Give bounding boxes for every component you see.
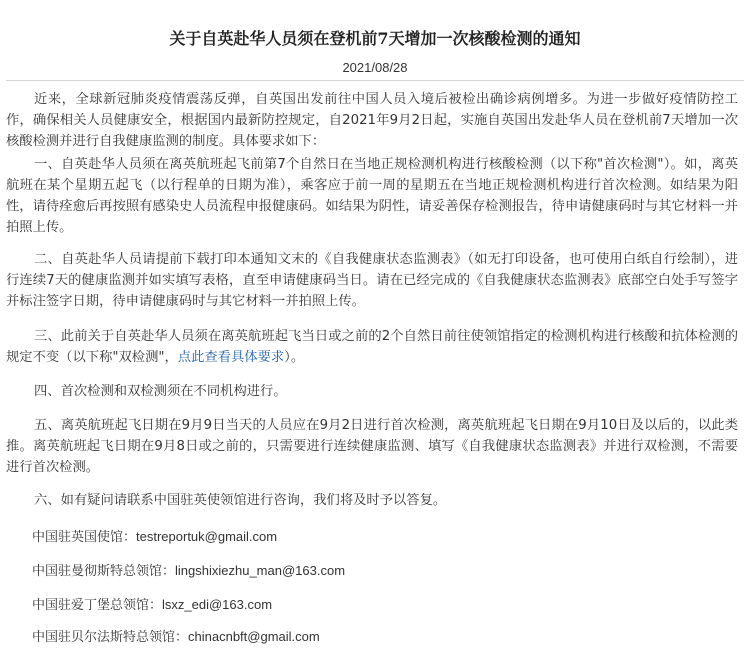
contact-edinburgh: [32, 596, 272, 615]
details-link[interactable]: 点此查看具体要求: [177, 350, 285, 365]
publish-date: 2021/08/28: [342, 60, 408, 75]
contact-name: 中国驻贝尔法斯特总领馆：: [32, 630, 189, 645]
item-1-paragraph: 一、自英赴华人员须在离英航班起飞前第7个自然日在当地正规检测机构进行核酸检测（以下称"首次检测"）。如，离英航班在某个星期五起飞（以行程单的日期为准），乘客应于前一周的星期五在当地正规检测机构进行首次检测。如结果为阳性，请待痊愈后再按照有感染史人员流程申报健康码。如结果为阴性，请妥善保存检测报告，待申请健康码时与其它材料一并拍照上传。: [6, 157, 738, 235]
contact-name: 中国驻英国使馆：: [32, 530, 137, 545]
page-title: 关于自英赴华人员须在登机前7天增加一次核酸检测的通知: [169, 29, 581, 48]
contact-belfast: [32, 628, 320, 647]
item-3-paragraph: [0, 326, 750, 368]
contact-email[interactable]: lsxz_edi@163.com: [162, 597, 273, 612]
contact-name: 中国驻爱丁堡总领馆：: [32, 598, 163, 613]
item-6-paragraph: 六、如有疑问请联系中国驻英使领馆进行咨询，我们将及时予以答复。: [34, 493, 447, 508]
contact-email[interactable]: lingshixiezhu_man@163.com: [175, 563, 346, 578]
item-3-text: 三、此前关于自英赴华人员须在离英航班起飞当日或之前的2个自然日前往使领馆指定的检测机构进行核酸和抗体检测的规定不变（以下称"双检测"，: [6, 329, 738, 365]
contact-name: 中国驻曼彻斯特总领馆：: [32, 564, 176, 579]
contact-embassy: [32, 528, 277, 547]
item-4-paragraph: 四、首次检测和双检测须在不同机构进行。: [34, 384, 287, 399]
contact-manchester: [32, 562, 345, 581]
contact-email[interactable]: testreportuk@gmail.com: [136, 529, 278, 544]
intro-paragraph: 近来，全球新冠肺炎疫情震荡反弹，自英国出发前往中国人员入境后被检出确诊病例增多。为进一步做好疫情防控工作，确保相关人员健康安全，根据国内最新防控规定，自2021年9月2日起，实施自英国出发赴华人员在登机前7天增加一次核酸检测并进行自我健康监测的制度。具体要求如下：: [6, 92, 738, 149]
item-3-end: ）。: [284, 350, 305, 365]
title-divider: [6, 80, 744, 81]
item-2-paragraph: 二、自英赴华人员请提前下载打印本通知文末的《自我健康状态监测表》（如无打印设备，也可使用白纸自行绘制），进行连续7天的健康监测并如实填写表格，直至申请健康码当日。请在已经完成的《自我健康状态监测表》底部空白处手写签字并标注签字日期，待申请健康码时与其它材料一并拍照上传。: [6, 252, 738, 309]
item-5-paragraph: 五、离英航班起飞日期在9月9日当天的人员应在9月2日进行首次检测，离英航班起飞日期在9月10日及以后的，以此类推。离英航班起飞日期在9月8日或之前的，只需要进行连续健康监测、填写《自我健康状态监测表》并进行双检测，不需要进行首次检测。: [6, 418, 738, 475]
contact-email[interactable]: chinacnbft@gmail.com: [188, 629, 320, 644]
